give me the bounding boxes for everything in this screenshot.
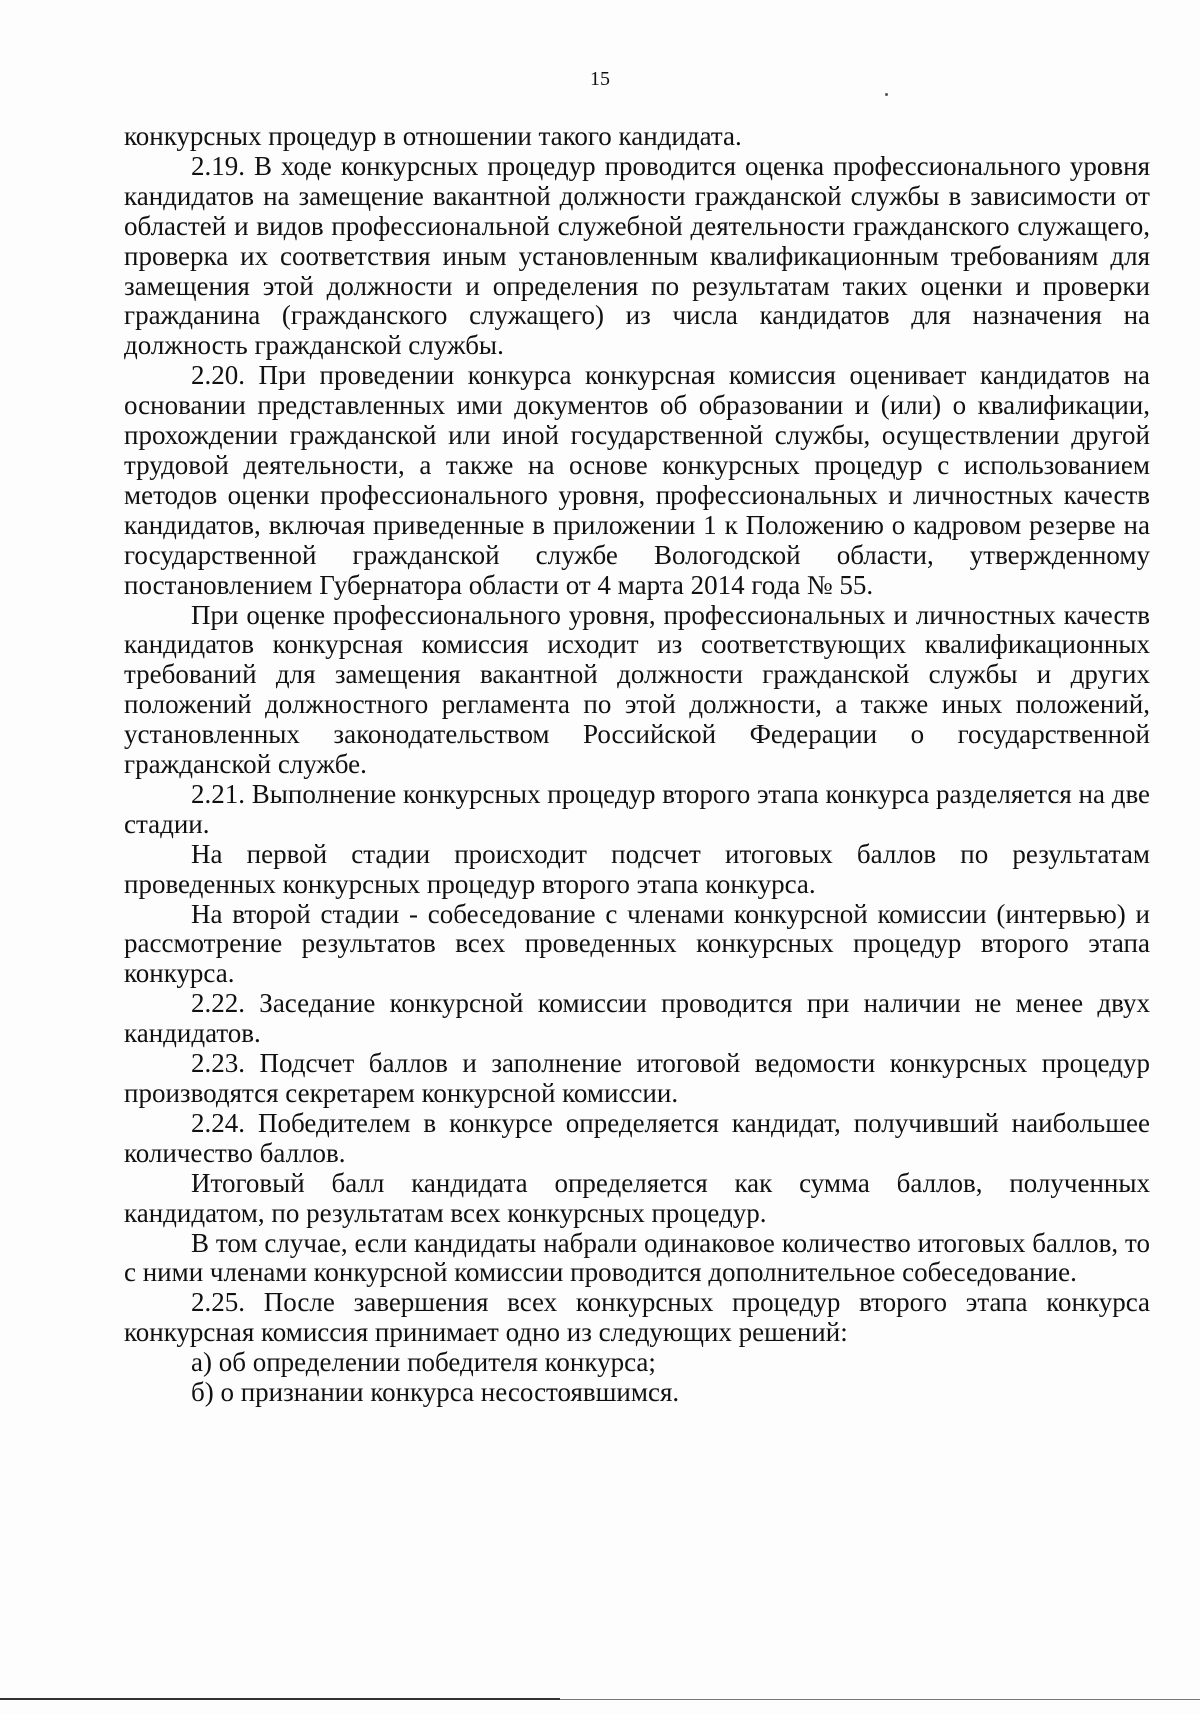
paragraph-2-24-tie: В том случае, если кандидаты набрали одинаковое количество итоговых баллов, то с ними членами конкурсной комиссии проводится дополнительное собеседование. — [124, 1227, 1150, 1288]
paragraph-2-24: 2.24. Победителем в конкурсе определяется кандидат, получивший наибольшее количество баллов. — [124, 1107, 1150, 1168]
paragraph-2-20-evaluation: При оценке профессионального уровня, профессиональных и личностных качеств кандидатов конкурсная комиссия исходит из соответствующих квалификационных требований для замещения вакантной должности гражданской службы и других положений должностного регламента по этой должности, а также иных положений, установленных законодательством Российской Федерации о государственной гражданской службе. — [124, 599, 1150, 780]
page-number: 15 — [590, 68, 610, 90]
list-item-a: а) об определении победителя конкурса; — [191, 1347, 656, 1378]
paragraph-2-24-total-score: Итоговый балл кандидата определяется как сумма баллов, полученных кандидатом, по результатам всех конкурсных процедур. — [124, 1167, 1150, 1228]
paragraph-2-19: 2.19. В ходе конкурсных процедур проводится оценка профессионального уровня кандидатов на замещение вакантной должности гражданской службы в зависимости от областей и видов профессиональной служебной деятельности гражданского служащего, проверка их соответствия иным установленным квалификационным требованиям для замещения этой должности и определения по результатам таких оценки и проверки гражданина (гражданского служащего) из числа кандидатов для назначения на должность гражданской службы. — [124, 150, 1150, 361]
paragraph-2-21-second-stage: На второй стадии - собеседование с членами конкурсной комиссии (интервью) и рассмотрение результатов всех проведенных конкурсных процедур второго этапа конкурса. — [124, 898, 1150, 989]
paragraph-2-21: 2.21. Выполнение конкурсных процедур второго этапа конкурса разделяется на две стадии. — [124, 778, 1151, 839]
paragraph-2-21-first-stage: На первой стадии происходит подсчет итоговых баллов по результатам проведенных конкурсных процедур второго этапа конкурса. — [124, 838, 1150, 899]
paragraph-2-20: 2.20. При проведении конкурса конкурсная комиссия оценивает кандидатов на основании представленных ими документов об образовании и (или) о квалификации, прохождении гражданской или иной государственной службы, осуществлении другой трудовой деятельности, а также на основе конкурсных процедур с использованием методов оценки профессионального уровня, профессиональных и личностных качеств кандидатов, включая приведенные в приложении 1 к Положению о кадровом резерве на государственной гражданской службе Вологодской области, утвержденному постановлением Губернатора области от 4 марта 2014 года № 55. — [124, 360, 1150, 600]
paragraph-2-22: 2.22. Заседание конкурсной комиссии проводится при наличии не менее двух кандидатов. — [124, 988, 1150, 1049]
document-body — [124, 122, 1150, 1408]
list-item-b: б) о признании конкурса несостоявшимся. — [191, 1377, 680, 1408]
paragraph-2-23: 2.23. Подсчет баллов и заполнение итоговой ведомости конкурсных процедур производятся секретарем конкурсной комиссии. — [124, 1048, 1150, 1108]
paragraph-2-25: 2.25. После завершения всех конкурсных процедур второго этапа конкурса конкурсная комиссия принимает одно из следующих решений: — [124, 1287, 1150, 1348]
scan-speck — [885, 93, 888, 96]
paragraph-continuation: конкурсных процедур в отношении такого кандидата. — [124, 121, 742, 151]
scan-edge-line-faint — [560, 1699, 1200, 1700]
scan-edge-line — [0, 1698, 560, 1700]
